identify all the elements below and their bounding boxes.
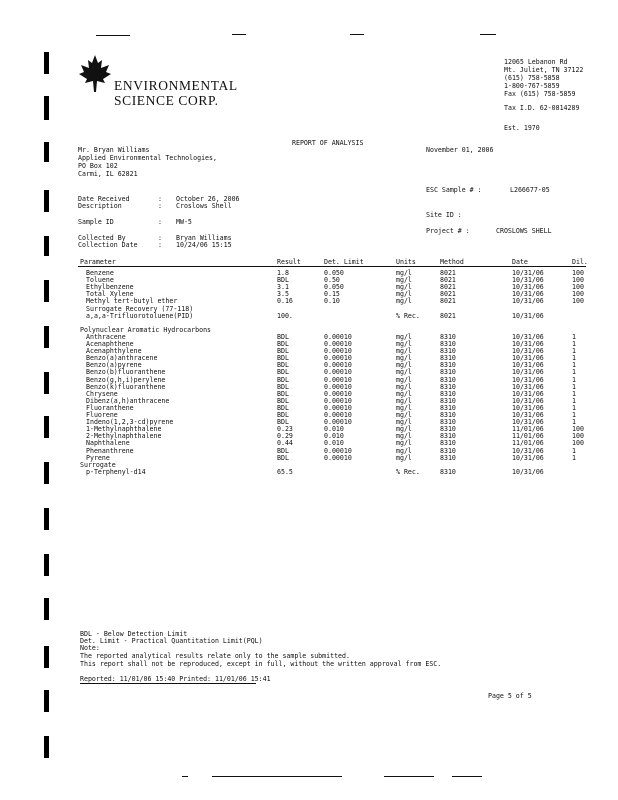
cell-result: BDL [277, 368, 289, 377]
cell-method: 8310 [440, 418, 456, 427]
cell-units: mg/l [396, 297, 412, 306]
cell-method: 8310 [440, 354, 456, 363]
cell-det-limit: 0.010 [324, 432, 344, 441]
cell-dil: 100 [572, 283, 584, 292]
maple-leaf-logo-icon [78, 54, 112, 94]
cell-det-limit: 0.00010 [324, 411, 352, 419]
table-row [76, 313, 588, 320]
cell-date: 10/31/06 [512, 368, 544, 377]
cell-date: 10/31/06 [512, 283, 544, 292]
cell-det-limit: 0.00010 [324, 396, 352, 405]
header-dil: Dil. [572, 258, 588, 266]
binding-mark [44, 190, 49, 212]
cell-dil: 100 [572, 425, 584, 434]
cell-result: BDL [277, 382, 289, 391]
cell-method: 8310 [440, 446, 456, 455]
project-value: CROSLOWS SHELL [496, 227, 552, 235]
cell-date: 10/31/06 [512, 418, 544, 427]
cell-date: 10/31/06 [512, 269, 544, 277]
fax-artifact-line [350, 34, 364, 35]
cell-method: 8310 [440, 396, 456, 405]
cell-dil: 1 [572, 453, 576, 462]
cell-method: 8021 [440, 290, 456, 299]
cell-dil: 1 [572, 411, 576, 419]
binding-mark [44, 326, 49, 348]
cell-result: BDL [277, 340, 289, 348]
header-date: Date [512, 258, 528, 266]
cell-dil: 1 [572, 361, 576, 370]
cell-date: 10/31/06 [512, 290, 544, 299]
cell-result: 65.5 [277, 467, 293, 476]
cell-date: 10/31/06 [512, 347, 544, 356]
binding-mark [44, 416, 49, 438]
cell-units: mg/l [396, 453, 412, 462]
cell-units: % Rec. [396, 311, 420, 320]
company-fax: Fax (615) 758-5859 [504, 90, 576, 98]
cell-parameter: Fluoranthene [86, 403, 134, 412]
cell-parameter: Dibenz(a,h)anthracene [86, 396, 170, 405]
fax-artifact-line [480, 34, 496, 35]
cell-date: 10/31/06 [512, 361, 544, 370]
cell-units: mg/l [396, 411, 412, 419]
cell-det-limit: 0.00010 [324, 453, 352, 462]
cell-det-limit: 0.00010 [324, 403, 352, 412]
cell-parameter: Methyl tert-butyl ether [86, 297, 178, 306]
binding-mark [44, 142, 49, 162]
cell-date: 10/31/06 [512, 311, 544, 320]
site-id-label: Site ID : [426, 211, 462, 219]
cell-dil: 100 [572, 269, 584, 277]
cell-units: mg/l [396, 269, 412, 277]
cell-parameter: Anthracene [86, 332, 126, 341]
cell-det-limit: 0.00010 [324, 418, 352, 427]
cell-dil: 1 [572, 340, 576, 348]
fax-artifact-line [384, 776, 434, 777]
cell-parameter: Benzo(b)fluoranthene [86, 368, 166, 377]
cell-date: 10/31/06 [512, 411, 544, 419]
cell-date: 10/31/06 [512, 382, 544, 391]
cell-dil: 100 [572, 276, 584, 285]
cell-det-limit: 0.00010 [324, 347, 352, 356]
cell-det-limit: 0.00010 [324, 382, 352, 391]
cell-method: 8310 [440, 432, 456, 441]
binding-mark [44, 96, 49, 120]
cell-method: 8310 [440, 439, 456, 448]
cell-det-limit: 0.00010 [324, 389, 352, 398]
cell-date: 10/31/06 [512, 396, 544, 405]
cell-result: 0.44 [277, 439, 293, 448]
client-name: Mr. Bryan Williams [78, 146, 150, 154]
cell-dil: 1 [572, 368, 576, 377]
cell-parameter: Surrogate Recovery (77-118) [86, 304, 194, 313]
cell-method: 8310 [440, 453, 456, 462]
cell-units: mg/l [396, 276, 412, 285]
cell-result: BDL [277, 347, 289, 356]
cell-parameter: Phenanthrene [86, 446, 134, 455]
info-label: Collected By [78, 234, 126, 242]
cell-units: mg/l [396, 382, 412, 391]
cell-parameter: Fluorene [86, 411, 118, 419]
cell-units: mg/l [396, 361, 412, 370]
cell-parameter: Benzo(a)pyrene [86, 361, 142, 370]
cell-units: mg/l [396, 283, 412, 292]
cell-det-limit: 0.010 [324, 425, 344, 434]
fax-artifact-line [232, 34, 246, 35]
sample-id-value: MW-5 [176, 218, 192, 226]
cell-det-limit: 0.00010 [324, 368, 352, 377]
cell-method: 8310 [440, 375, 456, 384]
cell-parameter: Surrogate [80, 460, 116, 469]
cell-result: BDL [277, 446, 289, 455]
cell-parameter: Acenaphthylene [86, 347, 142, 356]
cell-dil: 1 [572, 354, 576, 363]
cell-parameter: 2-Methylnaphthalene [86, 432, 162, 441]
table-header-rule [78, 266, 586, 267]
cell-parameter: Ethylbenzene [86, 283, 134, 292]
cell-det-limit: 0.00010 [324, 354, 352, 363]
company-name-line1: ENVIRONMENTAL [114, 78, 238, 93]
header-result: Result [277, 258, 301, 266]
cell-method: 8310 [440, 361, 456, 370]
cell-parameter: 1-Methylnaphthalene [86, 425, 162, 434]
cell-dil: 1 [572, 446, 576, 455]
cell-parameter: Indeno(1,2,3-cd)pyrene [86, 418, 174, 427]
cell-date: 10/31/06 [512, 375, 544, 384]
info-label: Sample ID [78, 218, 114, 226]
cell-date: 11/01/06 [512, 439, 544, 448]
cell-det-limit: 0.50 [324, 276, 340, 285]
binding-mark [44, 690, 49, 712]
collected-by-value: Bryan Williams [176, 234, 232, 242]
cell-date: 10/31/06 [512, 354, 544, 363]
cell-date: 10/31/06 [512, 389, 544, 398]
cell-det-limit: 0.00010 [324, 340, 352, 348]
cell-method: 8310 [440, 368, 456, 377]
company-tax-id: Tax I.D. 62-0814289 [504, 104, 580, 112]
cell-method: 8310 [440, 425, 456, 434]
cell-parameter: Toluene [86, 276, 114, 285]
info-sep: : [158, 202, 162, 210]
info-label: Collection Date [78, 241, 138, 249]
cell-date: 10/31/06 [512, 340, 544, 348]
esc-sample-label: ESC Sample # : [426, 186, 482, 194]
cell-dil: 100 [572, 432, 584, 441]
cell-parameter: Benzo(a)anthracene [86, 354, 158, 363]
binding-mark [44, 462, 49, 484]
date-received-value: October 26, 2006 [176, 195, 240, 203]
cell-det-limit: 0.010 [324, 439, 344, 448]
cell-date: 11/01/06 [512, 432, 544, 441]
page-number: Page 5 of 5 [488, 692, 532, 700]
cell-det-limit: 0.15 [324, 290, 340, 299]
footnote-bdl: BDL - Below Detection Limit [80, 630, 188, 638]
cell-result: BDL [277, 453, 289, 462]
company-name-line2: SCIENCE CORP. [114, 93, 219, 108]
cell-result: BDL [277, 354, 289, 363]
cell-result: BDL [277, 332, 289, 341]
header-units: Units [396, 258, 416, 266]
company-established: Est. 1970 [504, 124, 540, 132]
cell-units: mg/l [396, 332, 412, 341]
binding-mark [44, 598, 49, 620]
cell-units: mg/l [396, 368, 412, 377]
cell-units: mg/l [396, 389, 412, 398]
info-label: Description [78, 202, 122, 210]
info-sep: : [158, 218, 162, 226]
cell-result: BDL [277, 411, 289, 419]
cell-result: 0.29 [277, 432, 293, 441]
cell-parameter: Benzene [86, 269, 114, 277]
info-sep: : [158, 241, 162, 249]
client-city: Carmi, IL 62821 [78, 170, 138, 178]
cell-parameter: Benzo(g,h,i)perylene [86, 375, 166, 384]
description-value: Croslows Shell [176, 202, 232, 210]
cell-units: mg/l [396, 340, 412, 348]
cell-dil: 1 [572, 332, 576, 341]
cell-parameter: Polynuclear Aromatic Hydrocarbons [80, 325, 212, 334]
cell-det-limit: 0.10 [324, 297, 340, 306]
company-tollfree: 1-800-767-5859 [504, 82, 560, 90]
header-det-limit: Det. Limit [324, 258, 364, 266]
project-label: Project # : [426, 227, 470, 235]
cell-det-limit: 0.050 [324, 269, 344, 277]
cell-det-limit: 0.050 [324, 283, 344, 292]
cell-result: 0.16 [277, 297, 293, 306]
cell-parameter: Acenaphthene [86, 340, 134, 348]
footnote-det-limit: Det. Limit - Practical Quantitation Limit(PQL) [80, 637, 263, 645]
info-sep: : [158, 234, 162, 242]
cell-method: 8310 [440, 382, 456, 391]
reported-printed-line: Reported: 11/01/06 15:40 Printed: 11/01/06 15:41 [80, 675, 271, 683]
company-address-line: Mt. Juliet, TN 37122 [504, 66, 584, 74]
fax-artifact-line [182, 776, 188, 777]
cell-units: mg/l [396, 425, 412, 434]
table-header [76, 259, 588, 266]
cell-result: BDL [277, 361, 289, 370]
fax-artifact-line [96, 35, 130, 36]
cell-units: mg/l [396, 354, 412, 363]
cell-result: 0.23 [277, 425, 293, 434]
cell-method: 8310 [440, 347, 456, 356]
fax-artifact-line [212, 776, 342, 777]
cell-parameter: Total Xylene [86, 290, 134, 299]
cell-method: 8021 [440, 311, 456, 320]
cell-method: 8021 [440, 283, 456, 292]
footnote-note-text: The reported analytical results relate only to the sample submitted. [80, 652, 350, 660]
cell-units: mg/l [396, 446, 412, 455]
cell-units: mg/l [396, 290, 412, 299]
cell-dil: 1 [572, 389, 576, 398]
footnote-reproduction: This report shall not be reproduced, except in full, without the written approval from ESC. [80, 660, 442, 668]
cell-dil: 1 [572, 375, 576, 384]
cell-method: 8021 [440, 269, 456, 277]
table-row [76, 455, 588, 462]
cell-det-limit: 0.00010 [324, 332, 352, 341]
cell-dil: 100 [572, 439, 584, 448]
table-row [76, 469, 588, 476]
cell-dil: 1 [572, 396, 576, 405]
cell-result: 100. [277, 311, 293, 320]
cell-units: mg/l [396, 347, 412, 356]
binding-mark [44, 236, 49, 256]
cell-parameter: Benzo(k)fluoranthene [86, 382, 166, 391]
cell-dil: 1 [572, 382, 576, 391]
fax-artifact-line [452, 776, 482, 777]
binding-mark [44, 508, 49, 530]
cell-det-limit: 0.00010 [324, 361, 352, 370]
cell-result: BDL [277, 418, 289, 427]
reported-underline [80, 683, 256, 684]
report-date: November 01, 2006 [426, 146, 494, 154]
cell-dil: 1 [572, 418, 576, 427]
cell-parameter: p-Terphenyl-d14 [86, 467, 146, 476]
cell-units: mg/l [396, 403, 412, 412]
binding-mark [44, 554, 49, 576]
cell-parameter: a,a,a-Trifluorotoluene(PID) [86, 311, 194, 320]
cell-det-limit: 0.00010 [324, 375, 352, 384]
cell-parameter: Pyrene [86, 453, 110, 462]
header-parameter: Parameter [80, 258, 116, 266]
binding-mark [44, 736, 49, 758]
cell-result: BDL [277, 403, 289, 412]
cell-parameter: Naphthalene [86, 439, 130, 448]
cell-units: mg/l [396, 432, 412, 441]
report-title: REPORT OF ANALYSIS [292, 139, 364, 147]
cell-result: 3.1 [277, 283, 289, 292]
cell-units: mg/l [396, 418, 412, 427]
esc-sample-value: L266677-05 [510, 186, 550, 194]
cell-result: BDL [277, 389, 289, 398]
cell-dil: 100 [572, 290, 584, 299]
cell-method: 8310 [440, 389, 456, 398]
cell-method: 8021 [440, 276, 456, 285]
cell-date: 10/31/06 [512, 467, 544, 476]
cell-method: 8310 [440, 403, 456, 412]
cell-dil: 1 [572, 347, 576, 356]
cell-result: BDL [277, 396, 289, 405]
cell-result: 3.5 [277, 290, 289, 299]
info-label: Date Received [78, 195, 130, 203]
cell-date: 10/31/06 [512, 276, 544, 285]
client-po-box: PO Box 102 [78, 162, 118, 170]
info-sep: : [158, 195, 162, 203]
cell-date: 10/31/06 [512, 297, 544, 306]
cell-result: BDL [277, 276, 289, 285]
cell-method: 8021 [440, 297, 456, 306]
cell-units: mg/l [396, 396, 412, 405]
company-phone: (615) 758-5858 [504, 74, 560, 82]
cell-date: 10/31/06 [512, 453, 544, 462]
binding-mark [44, 280, 49, 302]
collection-date-value: 10/24/06 15:15 [176, 241, 232, 249]
client-company: Applied Environmental Technologies, [78, 154, 217, 162]
cell-parameter: Chrysene [86, 389, 118, 398]
binding-mark [44, 52, 49, 74]
cell-method: 8310 [440, 332, 456, 341]
cell-det-limit: 0.00010 [324, 446, 352, 455]
cell-result: 1.8 [277, 269, 289, 277]
cell-method: 8310 [440, 467, 456, 476]
cell-units: mg/l [396, 439, 412, 448]
cell-units: % Rec. [396, 467, 420, 476]
binding-mark [44, 646, 49, 668]
cell-date: 11/01/06 [512, 425, 544, 434]
footnote-note-label: Note: [80, 644, 100, 652]
cell-units: mg/l [396, 375, 412, 384]
company-address-line: 12065 Lebanon Rd [504, 58, 568, 66]
cell-dil: 1 [572, 403, 576, 412]
cell-date: 10/31/06 [512, 446, 544, 455]
cell-method: 8310 [440, 340, 456, 348]
cell-date: 10/31/06 [512, 403, 544, 412]
cell-result: BDL [277, 375, 289, 384]
cell-date: 10/31/06 [512, 332, 544, 341]
binding-mark [44, 372, 49, 394]
header-method: Method [440, 258, 464, 266]
cell-method: 8310 [440, 411, 456, 419]
cell-dil: 100 [572, 297, 584, 306]
